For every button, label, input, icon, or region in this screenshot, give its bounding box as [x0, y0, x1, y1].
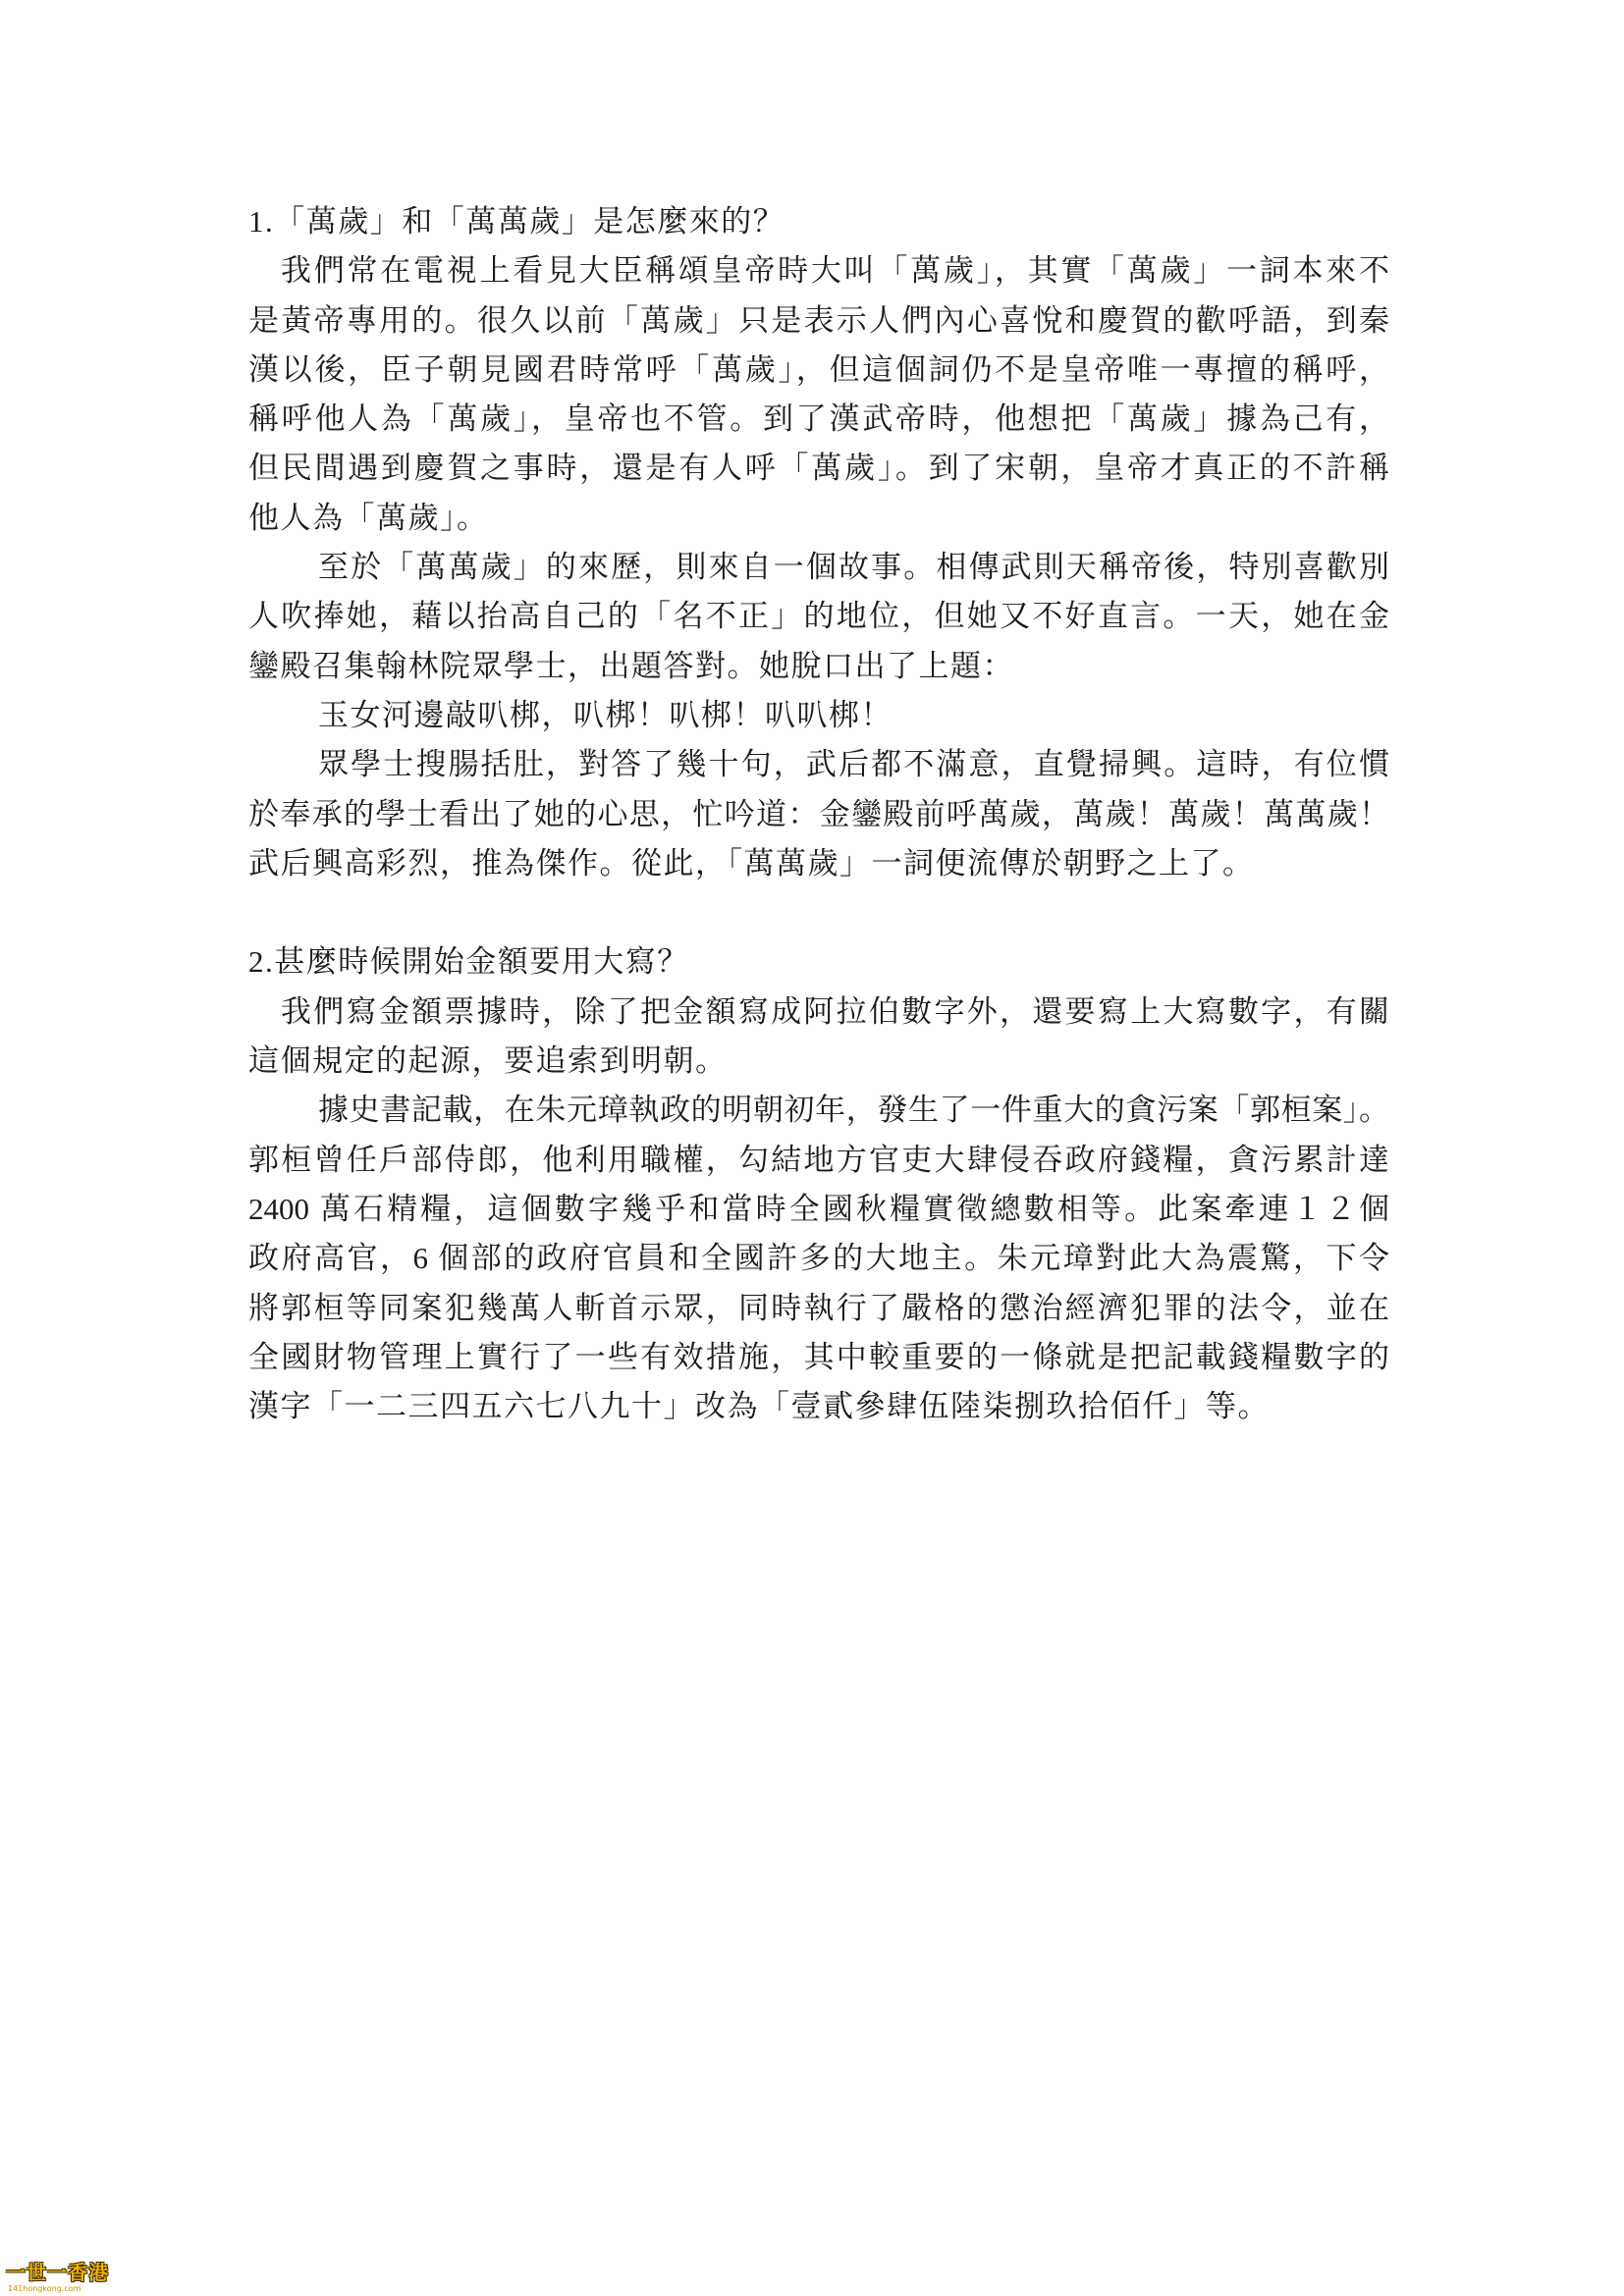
text-line: 據史書記載，在朱元璋執政的明朝初年，發生了一件重大的貪污案「郭桓案」。: [318, 1093, 1389, 1128]
section-heading: 2.甚麼時候開始金額要用大寫？: [248, 944, 689, 980]
text-line: 至於「萬萬歲」的來歷，則來自一個故事。相傳武則天稱帝後，特別喜歡別: [318, 550, 1389, 585]
text-line: 2400 萬石精糧，這個數字幾乎和當時全國秋糧實徵總數相等。此案牽連１２個: [248, 1191, 1389, 1226]
text-line: 稱呼他人為「萬歲」，皇帝也不管。到了漢武帝時，他想把「萬歲」據為己有，: [248, 401, 1389, 437]
text-line: 全國財物管理上實行了一些有效措施，其中較重要的一條就是把記載錢糧數字的: [248, 1339, 1389, 1374]
paragraph: [248, 691, 1389, 740]
text-line: 是黃帝專用的。很久以前「萬歲」只是表示人們內心喜悅和慶賀的歡呼語，到秦: [248, 302, 1389, 338]
paragraph: [248, 543, 1389, 691]
text-line: 我們常在電視上看見大臣稱頌皇帝時大叫「萬歲」，其實「萬歲」一詞本來不: [281, 253, 1389, 289]
text-line: 鑾殿召集翰林院眾學士，出題答對。她脫口出了上題：: [248, 648, 1014, 683]
section-spacer: [248, 888, 1389, 937]
text-line: 人吹捧她，藉以抬高自己的「名不正」的地位，但她又不好直言。一天，她在金: [248, 599, 1389, 634]
watermark-logo: [6, 2262, 128, 2295]
text-line: 這個規定的起源，要追索到明朝。: [248, 1043, 728, 1079]
paragraph: [248, 740, 1389, 888]
text-line: 政府高官，6 個部的政府官員和全國許多的大地主。朱元璋對此大為震驚，下令: [248, 1241, 1389, 1276]
watermark-logo-text: 一世一香港: [6, 2261, 109, 2284]
paragraph: [248, 988, 1389, 1087]
paragraph: [248, 246, 1389, 543]
document-body: [248, 197, 1389, 1431]
section-heading: 1.「萬歲」和「萬萬歲」是怎麼來的？: [248, 204, 785, 239]
text-line: 玉女河邊敲叭梆，叭梆！叭梆！叭叭梆！: [318, 697, 893, 732]
text-line: 漢以後，臣子朝見國君時常呼「萬歲」，但這個詞仍不是皇帝唯一專擅的稱呼，: [248, 351, 1389, 387]
text-line: 漢字「一二三四五六七八九十」改為「壹貳參肆伍陸柒捌玖拾佰仟」等。: [248, 1389, 1270, 1424]
text-line: 他人為「萬歲」。: [248, 500, 489, 535]
text-line: 眾學士搜腸括肚，對答了幾十句，武后都不滿意，直覺掃興。這時，有位慣: [318, 747, 1389, 782]
text-line: 我們寫金額票據時，除了把金額寫成阿拉伯數字外，還要寫上大寫數字，有關: [281, 993, 1389, 1029]
text-line: 郭桓曾任戶部侍郎，他利用職權，勾結地方官吏大肆侵吞政府錢糧，貪污累計達: [248, 1142, 1389, 1177]
text-line: 將郭桓等同案犯幾萬人斬首示眾，同時執行了嚴格的懲治經濟犯罪的法令，並在: [248, 1290, 1389, 1325]
text-line: 武后興高彩烈，推為傑作。從此，「萬萬歲」一詞便流傳於朝野之上了。: [248, 845, 1255, 881]
paragraph: [248, 1086, 1389, 1431]
watermark-site-text: 141hongkong.com: [8, 2284, 81, 2293]
text-line: 於奉承的學士看出了她的心思，忙吟道：金鑾殿前呼萬歲，萬歲！萬歲！萬萬歲！: [248, 796, 1389, 831]
text-line: 但民間遇到慶賀之事時，還是有人呼「萬歲」。到了宋朝，皇帝才真正的不許稱: [248, 451, 1389, 486]
